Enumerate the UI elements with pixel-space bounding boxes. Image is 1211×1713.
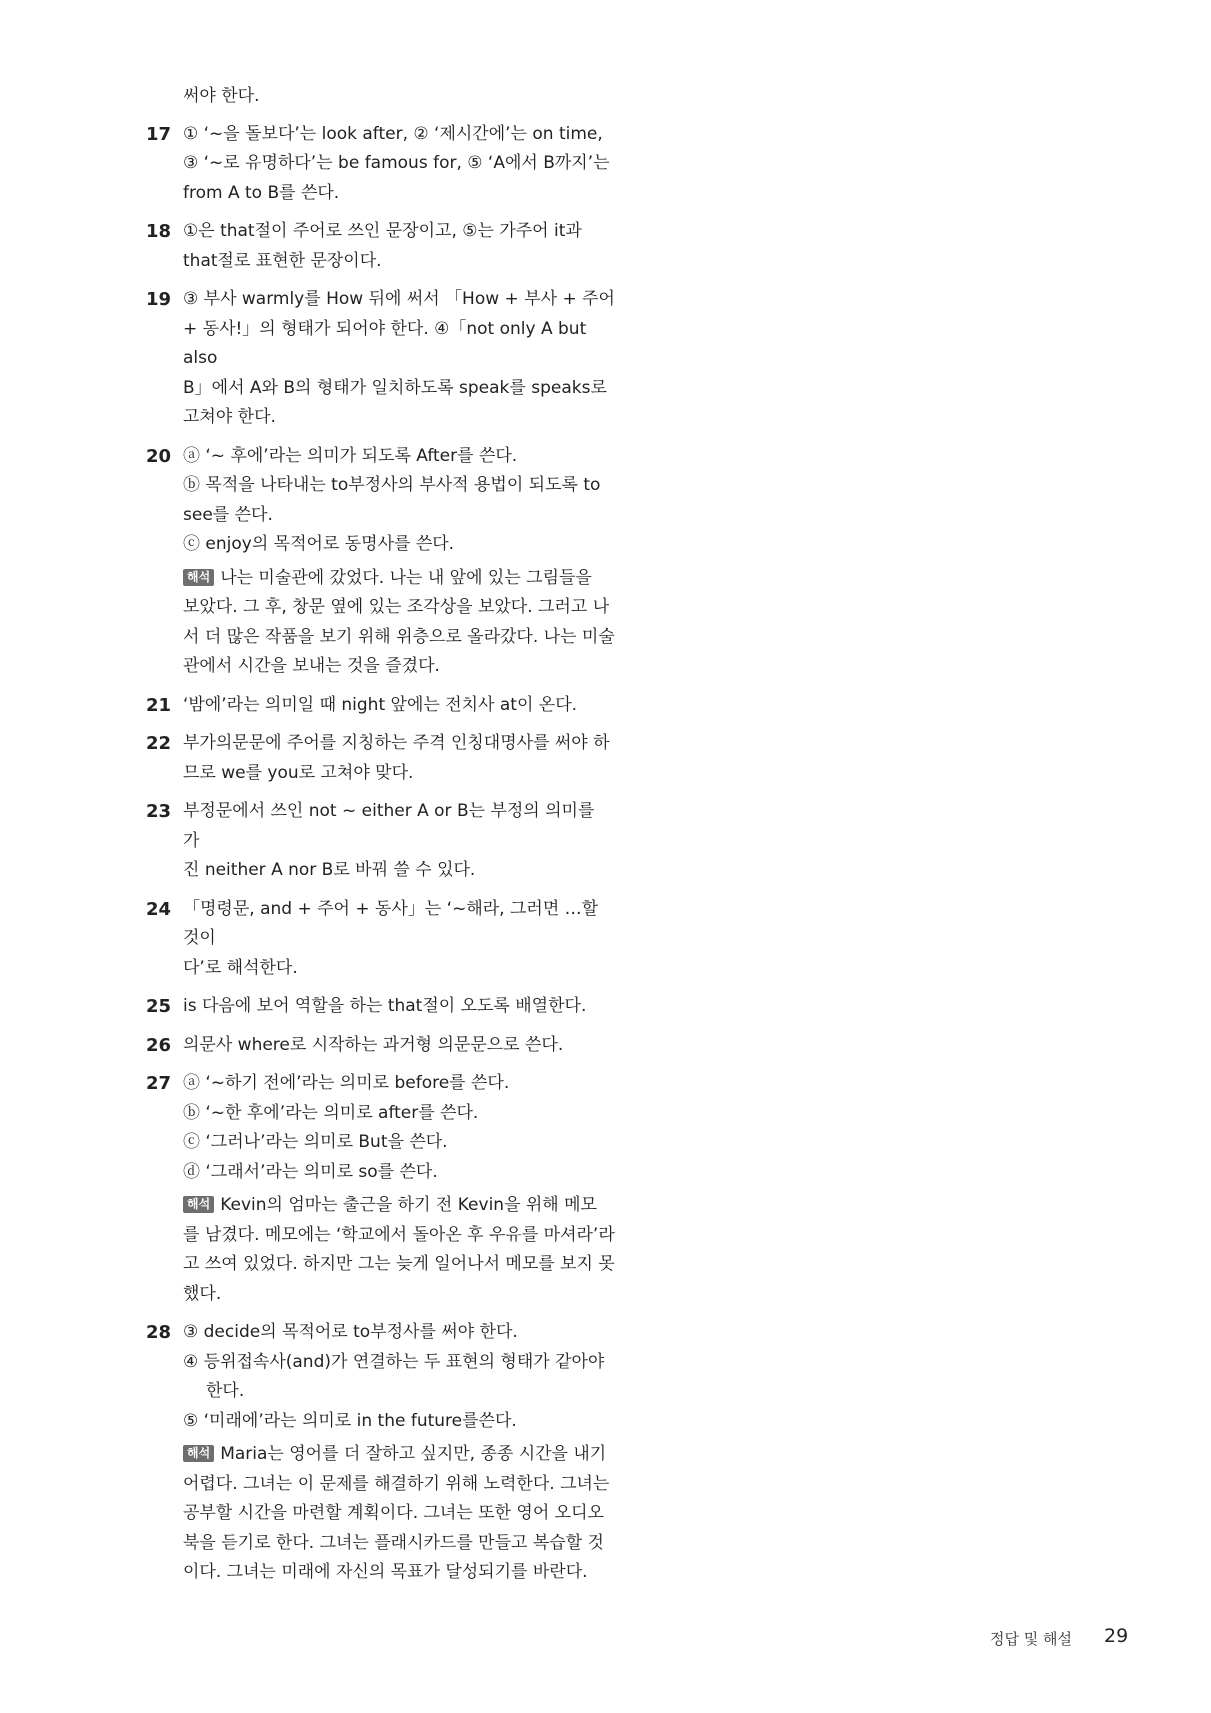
answer-line: 부정문에서 쓰인 not ~ either A or B는 부정의 의미를 가	[183, 801, 595, 851]
translation-line	[183, 1191, 616, 1221]
translation-text: 나는 미술관에 갔었다. 나는 내 앞에 있는 그림들을	[220, 567, 592, 588]
translation-line: 이다. 그녀는 미래에 자신의 목표가 달성되기를 바란다.	[183, 1562, 588, 1582]
translation-line: 어렵다. 그녀는 이 문제를 해결하기 위해 노력한다. 그녀는	[183, 1473, 610, 1494]
answer-line: ⓓ ‘그래서’라는 의미로 so를 쓴다.	[183, 1161, 438, 1182]
answer-line: ⓑ 목적을 나타내는 to부정사의 부사적 용법이 되도록 to	[183, 475, 601, 495]
answer-line: ④ 등위접속사(and)가 연결하는 두 표현의 형태가 같아야 한다.	[183, 1351, 605, 1401]
translation-tag: 해석	[183, 569, 214, 586]
answer-explanations	[146, 82, 616, 1597]
translation-line: 했다.	[183, 1283, 222, 1304]
translation-text: Maria는 영어를 더 잘하고 싶지만, 종종 시간을 내기	[220, 1444, 607, 1464]
translation-line	[183, 564, 616, 594]
answer-line: see를 쓴다.	[183, 504, 273, 525]
answer-line: that절로 표현한 문장이다.	[183, 250, 382, 271]
answer-item-26	[146, 1031, 616, 1061]
translation-line: 관에서 시간을 보내는 것을 즐겼다.	[183, 656, 440, 676]
translation-line: 고 쓰여 있었다. 하지만 그는 늦게 일어나서 메모를 보지 못	[183, 1254, 615, 1274]
answer-number: 22	[146, 733, 172, 754]
answer-line: 다’로 해석한다.	[183, 957, 298, 978]
answer-item-28	[146, 1318, 616, 1588]
answer-item-27	[146, 1069, 616, 1309]
answer-line: ① ‘~을 돌보다’는 look after, ② ‘제시간에’는 on time,	[183, 123, 603, 144]
answer-line: ⓐ ‘~하기 전에’라는 의미로 before를 쓴다.	[183, 1073, 510, 1093]
translation-tag: 해석	[183, 1445, 214, 1462]
translation-line: 서 더 많은 작품을 보기 위해 위층으로 올라갔다. 나는 미술	[183, 626, 615, 647]
answer-number: 27	[146, 1073, 172, 1094]
translation-line: 북을 듣기로 한다. 그녀는 플래시카드를 만들고 복습할 것	[183, 1532, 604, 1553]
answer-line: 부가의문문에 주어를 지칭하는 주격 인칭대명사를 써야 하	[183, 733, 610, 753]
answer-line: 므로 we를 you로 고쳐야 맞다.	[183, 762, 414, 783]
answer-number: 28	[146, 1322, 172, 1343]
translation-note	[183, 1440, 616, 1588]
answer-number: 18	[146, 221, 172, 242]
answer-line: 의문사 where로 시작하는 과거형 의문문으로 쓴다.	[183, 1034, 564, 1055]
answer-item-19	[146, 285, 616, 433]
answer-line: + 동사!」의 형태가 되어야 한다. ④「not only A but also	[183, 318, 587, 368]
footer-section-label: 정답 및 해설	[990, 1630, 1072, 1648]
answer-number: 24	[146, 898, 172, 920]
answer-number: 20	[146, 445, 172, 467]
answer-number: 17	[146, 123, 172, 145]
answer-line: ⓐ ‘~ 후에’라는 의미가 되도록 After를 쓴다.	[183, 445, 518, 466]
answer-item-18	[146, 217, 616, 276]
answer-number: 25	[146, 996, 172, 1017]
answer-item-24	[146, 895, 616, 984]
answer-number: 23	[146, 801, 172, 822]
answer-line: 「명령문, and + 주어 + 동사」는 ‘~해라, 그러면 …할 것이	[183, 898, 599, 948]
answer-line: ‘밤에’라는 의미일 때 night 앞에는 전치사 at이 온다.	[183, 694, 578, 715]
answer-number: 19	[146, 289, 172, 310]
answer-item-21	[146, 691, 616, 721]
answer-line: from A to B를 쓴다.	[183, 182, 340, 203]
answer-item-17	[146, 120, 616, 209]
page-number: 29	[1104, 1625, 1129, 1647]
translation-line: 보았다. 그 후, 창문 옆에 있는 조각상을 보았다. 그러고 나	[183, 597, 610, 617]
translation-line: 공부할 시간을 마련할 계획이다. 그녀는 또한 영어 오디오	[183, 1503, 604, 1523]
answer-line: ③ decide의 목적어로 to부정사를 써야 한다.	[183, 1322, 518, 1342]
translation-line: 를 남겼다. 메모에는 ‘학교에서 돌아온 후 우유를 마셔라’라	[183, 1224, 615, 1245]
answer-line: ⑤ ‘미래에’라는 의미로 in the future를쓴다.	[183, 1410, 517, 1431]
answer-line: ①은 that절이 주어로 쓰인 문장이고, ⑤는 가주어 it과	[183, 221, 582, 241]
continuation-text: 써야 한다.	[183, 86, 260, 106]
answer-line: ⓒ enjoy의 목적어로 동명사를 쓴다.	[183, 534, 455, 554]
answer-line: ③ ‘~로 유명하다’는 be famous for, ⑤ ‘A에서 B까지’는	[183, 153, 610, 173]
answer-list	[146, 120, 616, 1588]
answer-line: B」에서 A와 B의 형태가 일치하도록 speak를 speaks로	[183, 377, 607, 398]
answer-item-25	[146, 992, 616, 1022]
answer-item-23	[146, 797, 616, 886]
answer-line: ⓑ ‘~한 후에’라는 의미로 after를 쓴다.	[183, 1102, 479, 1123]
translation-note	[183, 564, 616, 682]
translation-line	[183, 1440, 616, 1470]
answer-line: ⓒ ‘그러나’라는 의미로 But을 쓴다.	[183, 1132, 448, 1152]
translation-text: Kevin의 엄마는 출근을 하기 전 Kevin을 위해 메모	[220, 1195, 597, 1215]
answer-number: 26	[146, 1034, 172, 1056]
answer-line: 고쳐야 한다.	[183, 407, 276, 427]
translation-tag: 해석	[183, 1196, 214, 1213]
answer-item-20	[146, 442, 616, 682]
answer-number: 21	[146, 694, 172, 716]
answer-line: ③ 부사 warmly를 How 뒤에 써서 「How + 부사 + 주어	[183, 289, 615, 309]
answer-line: 진 neither A nor B로 바꿔 쓸 수 있다.	[183, 860, 476, 880]
answer-line: is 다음에 보어 역할을 하는 that절이 오도록 배열한다.	[183, 996, 587, 1016]
translation-note	[183, 1191, 616, 1309]
answer-item-22	[146, 729, 616, 788]
